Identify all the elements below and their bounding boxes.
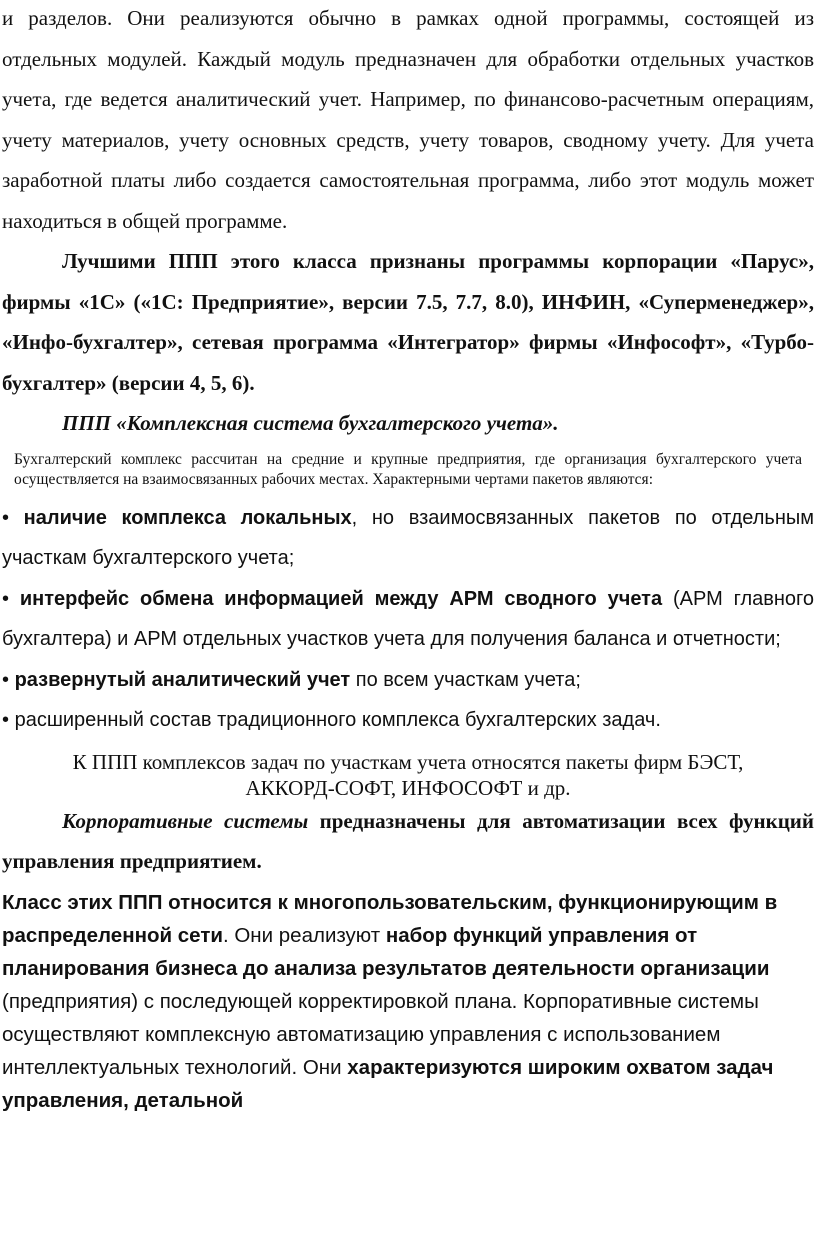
bullet-marker: •	[2, 709, 10, 731]
class-bold-3: характеризуются широким охватом задач управления, детальной	[2, 1055, 774, 1112]
bullet-marker: •	[2, 587, 10, 610]
list-item	[2, 498, 814, 579]
bullet-marker: •	[2, 668, 10, 691]
list-item-text: расширенный состав традиционного комплекса бухгалтерских задач.	[14, 709, 661, 731]
class-bold-1: Класс этих ППП относится к многопользовательским, функционирующим в распределенной сети	[2, 890, 778, 947]
corporate-systems-term: Корпоративные системы	[62, 808, 309, 833]
paragraph-corporate-systems	[2, 801, 814, 882]
paragraph-complex-packages: К ППП комплексов задач по участкам учета относятся пакеты фирм БЭСТ, АККОРД-СОФТ, ИНФОСОФТ и др.	[72, 749, 744, 800]
list-item-text: по всем участкам учета;	[350, 668, 581, 691]
paragraph-class	[2, 886, 814, 1117]
class-text-2: (предприятия) с последующей корректировкой плана. Корпоративные системы осуществляют комплексную автоматизацию управления с использованием интеллектуальных технологий. Они	[2, 989, 759, 1079]
list-item-text: , но взаимосвязанных пакетов по отдельным участкам бухгалтерского учета;	[2, 506, 814, 569]
paragraph-complex-description: Бухгалтерский комплекс рассчитан на средние и крупные предприятия, где организация бухгалтерского учета осуществляется на взаимосвязанных рабочих местах. Характерными чертами пакетов являются:	[14, 450, 802, 488]
list-item-bold: наличие комплекса локальных	[23, 506, 352, 529]
corporate-systems-definition: предназначены для автоматизации всех функций управления предприятием.	[2, 808, 814, 873]
class-text-1: . Они реализуют	[222, 923, 386, 947]
feature-list	[2, 498, 814, 741]
class-bold-2: набор функций управления от планирования бизнеса до анализа результатов деятельности организации	[2, 923, 770, 980]
list-item-bold: интерфейс обмена информацией между АРМ сводного учета	[19, 587, 663, 610]
section-heading: ППП «Комплексная система бухгалтерского учета».	[62, 411, 559, 435]
paragraph-modules: и разделов. Они реализуются обычно в рамках одной программы, состоящей из отдельных модулей. Каждый модуль предназначен для обработки отдельных участков учета, где ведется аналитический учет. Например, по финансово-расчетным операциям, учету материалов, учету основных средств, учету товаров, сводному учету. Для учета заработной платы либо создается самостоятельная программа, либо этот модуль может находиться в общей программе.	[2, 6, 814, 233]
bullet-marker: •	[2, 506, 10, 529]
paragraph-best-packages: Лучшими ППП этого класса признаны программы корпорации «Парус», фирмы «1С» («1С: Предприятие», версии 7.5, 7.7, 8.0), ИНФИН, «Суперменеджер», «Инфо-бухгалтер», сетевая программа «Интегратор» фирмы «Инфософт», «Турбо-бухгалтер» (версии 4, 5, 6).	[2, 249, 814, 395]
list-item	[2, 700, 814, 741]
list-item	[2, 660, 814, 701]
list-item	[2, 579, 814, 660]
list-item-text: (АРМ главного бухгалтера) и АРМ отдельных участков учета для получения баланса и отчетности;	[2, 587, 815, 650]
list-item-bold: развернутый аналитический учет	[14, 668, 351, 691]
